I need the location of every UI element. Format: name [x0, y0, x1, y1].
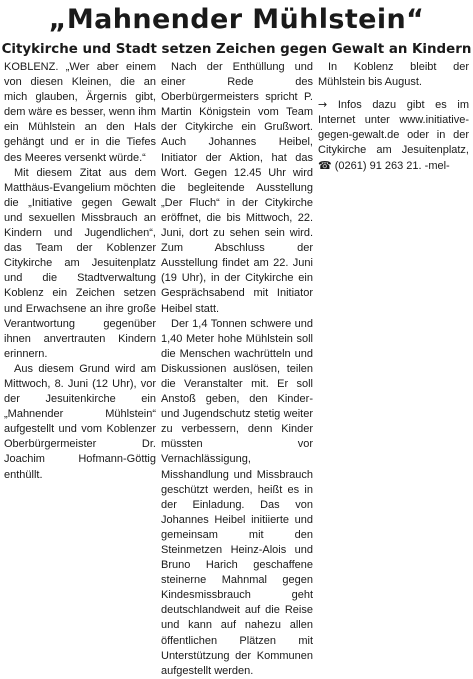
arrow-icon: →	[318, 98, 328, 112]
article-paragraph-6: In Koblenz bleibt der Mühlstein bis August.	[318, 61, 469, 89]
author-signature: -mel-	[424, 159, 450, 172]
article-subheadline: Citykirche und Stadt setzen Zeichen gegen Gewalt an Kindern	[1, 42, 472, 57]
article-column-3	[318, 60, 469, 440]
article-paragraph-2: Mit diesem Zitat aus dem Matthäus-Evangelium möchten die „Initiative gegen Gewalt und sexuellen Missbrauch an Kindern und Jugendlichen“, das Team der Koblenzer Citykirche am Jesuitenplatz und die Stadtverwaltung Koblenz ein Zeichen setzen und Erwachsene an ihre große Verantwortung gegenüber ihnen anvertrauten Kindern erinnern.	[4, 166, 156, 360]
article-paragraph-5: Der 1,4 Tonnen schwere und 1,40 Meter hohe Mühlstein soll die Menschen wachrütteln und Diskussionen auslösen, teilen die Veranstalter mit. Er soll Anstoß geben, den Kinder- und Jugendschutz stetig weiter zu verbessern, denn Kinder müssten vor Vernachlässigung, Misshandlung und Missbrauch geschützt werden, heißt es in der Einladung. Das von Johannes Heibel initiierte und gemeinsam mit den Steinmetzen Heinz-Alois und Bruno Harich geschaffene steinerne Mahnmal gegen Kindesmissbrauch geht deutschlandweit auf die Reise und kann auf nahezu allen öffentlichen Plätzen mit Unterstützung der Kommunen aufgestellt werden.	[161, 317, 313, 677]
dateline: KOBLENZ.	[4, 61, 59, 73]
quote-text: „Wer aber einem von diesen Kleinen, die an mich glauben, Ärgernis gibt, dem wäre es besser, wenn ihm ein Mühlstein an den Hals gehängt und er in die Tiefes des Meeres versenkt würde.“	[4, 61, 156, 164]
article-column-2	[161, 60, 313, 677]
article-paragraph-quote	[4, 60, 156, 166]
article-column-1	[4, 60, 156, 481]
paragraph-gap	[318, 90, 469, 97]
article-headline: „Mahnender Mühlstein“	[48, 4, 425, 35]
info-text: Infos dazu gibt es im Internet unter www.initiative-gegen-gewalt.de oder in der Citykirche am Jesuitenplatz, ☎ (0261) 91 263 21.	[318, 99, 469, 172]
article-paragraph-3: Aus diesem Grund wird am Mittwoch, 8. Juni (12 Uhr), vor der Jesuitenkirche ein „Mahnender Mühlstein“ aufgestellt und vom Koblenzer Oberbürgermeister Dr. Joachim Hofmann-Göttig enthüllt.	[4, 362, 156, 481]
info-box	[318, 97, 469, 173]
article-paragraph-4: Nach der Enthüllung und einer Rede des Oberbürgermeisters spricht P. Martin Königstein vom Team der Citykirche ein Grußwort. Auch Johannes Heibel, Initiator der Aktion, hat das Wort. Gegen 12.45 Uhr wird die begleitende Ausstellung „Der Fluch“ in der Citykirche eröffnet, die bis Mittwoch, 22. Juni, dort zu sehen sein wird. Zum Abschluss der Ausstellung findet am 22. Juni (19 Uhr), in der Citykirche ein Gesprächsabend mit Initiator Heibel statt.	[161, 61, 313, 315]
